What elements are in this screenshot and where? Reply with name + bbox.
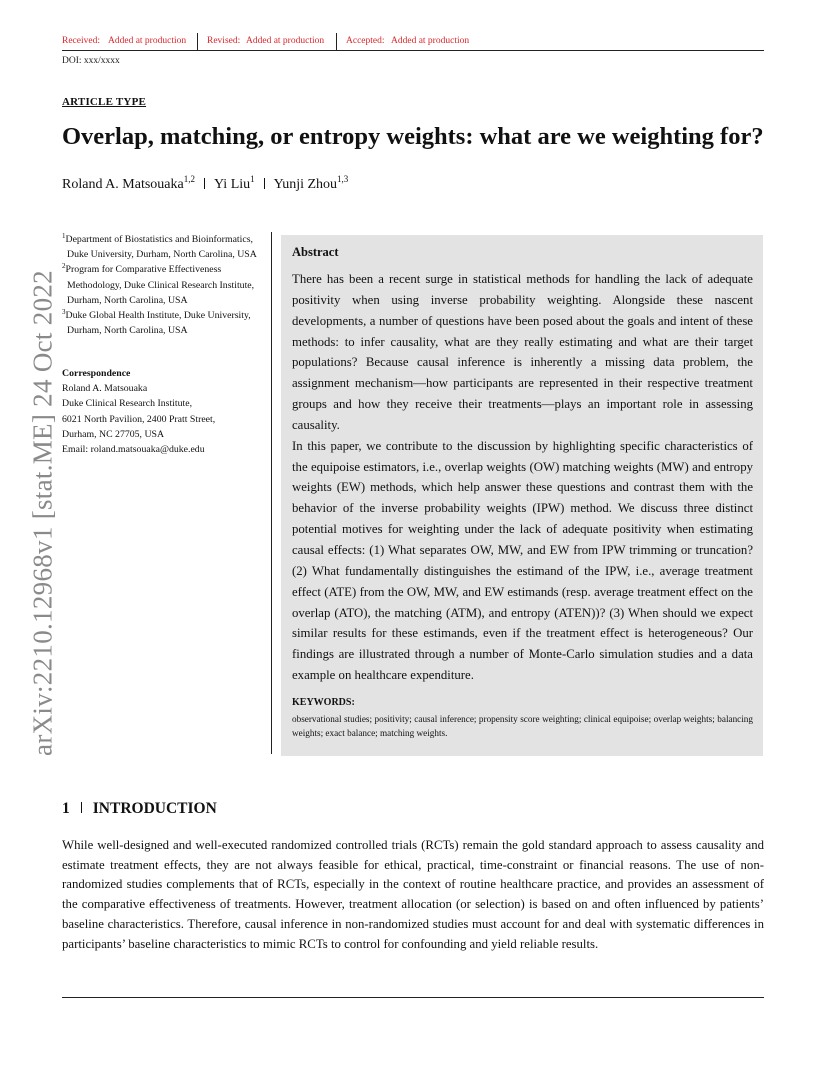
abstract-body bbox=[292, 269, 753, 686]
author-name: Roland A. Matsouaka bbox=[62, 177, 184, 192]
header-rule bbox=[62, 50, 764, 51]
affiliation-text: Duke Global Health Institute, Duke University, Durham, North Carolina, USA bbox=[65, 310, 251, 337]
keywords-heading: KEYWORDS: bbox=[292, 697, 355, 708]
affiliation bbox=[62, 308, 267, 338]
keywords: observational studies; positivity; causal inference; propensity score weighting; clinical equipoise; overlap weights; balancing weights; exact balance; matching weights. bbox=[292, 714, 753, 738]
author-affiliation-mark: 1,3 bbox=[337, 174, 349, 184]
section-number: 1 bbox=[62, 800, 70, 817]
correspondence-line: Duke Clinical Research Institute, bbox=[62, 398, 193, 410]
section-body: While well-designed and well-executed randomized controlled trials (RCTs) remain the gold standard approach to assess causality and estimate treatment effects, they are not always feasible for ethical, practical, time-constraint or financial reasons. The use of non-randomized studies complements that of RCTs, especially in the context of routine healthcare practice, and provides an assessment of the comparative effectiveness of treatments. However, treatment allocation (or selection) is based on and often influenced by patients’ baseline characteristics. Therefore, causal inference in non-randomized studies must account for and deal with systematic differences in participants’ baseline characteristics to mimic RCTs to control for confounding and yield reliable results. bbox=[62, 838, 764, 951]
abstract-paragraph: There has been a recent surge in statistical methods for handling the lack of adequate positivity when using inverse probability weighting. Alongside these nascent developments, a number of questions have been posed about the goals and intent of these methods: to infer causality, what are they really estimating and what are their target populations? Because causal inference is inherently a missing data problem, the assignment mechanism—how participants are represented in their respective treatment groups and how they receive their treatments—plays an important role in assessing causality. bbox=[292, 272, 753, 432]
affiliation bbox=[62, 262, 267, 308]
page-title: Overlap, matching, or entropy weights: what are we weighting for? bbox=[62, 123, 764, 150]
header-divider bbox=[197, 33, 198, 50]
correspondence bbox=[62, 366, 267, 457]
author-name: Yi Liu bbox=[213, 177, 251, 192]
correspondence-email: Email: roland.matsouaka@duke.edu bbox=[62, 444, 205, 456]
abstract-heading: Abstract bbox=[292, 245, 339, 259]
footer-rule bbox=[62, 997, 764, 998]
accepted-value: Added at production bbox=[391, 36, 470, 46]
affiliation-number: 2 bbox=[62, 262, 66, 271]
affiliation-text: Department of Biostatistics and Bioinformatics, Duke University, Durham, North Carolina, USA bbox=[65, 234, 257, 261]
affiliation-number: 1 bbox=[62, 232, 66, 240]
arxiv-stamp-text: arXiv:2210.12968v1 [stat.ME] 24 Oct 2022 bbox=[27, 270, 58, 756]
author-list bbox=[62, 174, 349, 193]
abstract-paragraph: In this paper, we contribute to the discussion by highlighting specific characteristics of the equipoise estimators, i.e., overlap weights (OW) matching weights (MW) and entropy weights (EW) methods, which help answer these questions and contrast them with the behavior of the inverse probability weights (IPW) method. We discuss three distinct potential motives for weighting under the lack of adequate positivity when estimating causal effects: (1) What separates OW, MW, and EW from IPW trimming or truncation? (2) What fundamentally distinguishes the estimand of the IPW, i.e., average treatment effect (ATE) from the OW, MW, and EW estimands (resp. average treatment effect on the overlap (ATO), the matching (ATM), and entropy (ATEN))? (3) When should we expect similar results for these estimands, even if the treatment effect is heterogeneous? Our findings are illustrated through a number of Monte-Carlo simulation studies and a data example on healthcare expenditure. bbox=[292, 438, 753, 683]
correspondence-line: Durham, NC 27705, USA bbox=[62, 428, 165, 440]
publication-dates-row bbox=[62, 36, 764, 50]
abstract-box bbox=[281, 235, 763, 756]
author-separator bbox=[204, 178, 205, 189]
revised-label: Revised: bbox=[207, 36, 241, 46]
section-title: INTRODUCTION bbox=[92, 800, 217, 817]
author-separator bbox=[264, 178, 265, 189]
affiliations bbox=[62, 232, 267, 338]
affiliation-number: 3 bbox=[62, 308, 66, 317]
accepted-label: Accepted: bbox=[346, 36, 385, 46]
column-divider bbox=[271, 232, 272, 754]
correspondence-line: 6021 North Pavilion, 2400 Pratt Street, bbox=[62, 413, 216, 425]
article-type: ARTICLE TYPE bbox=[62, 96, 147, 108]
section-heading bbox=[62, 800, 217, 818]
section-separator bbox=[81, 802, 82, 813]
author-name: Yunji Zhou bbox=[273, 177, 338, 192]
received-label: Received: bbox=[62, 36, 100, 46]
received-value: Added at production bbox=[108, 36, 187, 46]
affiliation-text: Program for Comparative Effectiveness Methodology, Duke Clinical Research Institute, Durham, North Carolina, USA bbox=[65, 264, 255, 306]
correspondence-line: Roland A. Matsouaka bbox=[62, 383, 148, 395]
revised-value: Added at production bbox=[246, 36, 325, 46]
doi: DOI: xxx/xxxx bbox=[62, 56, 120, 66]
affiliation bbox=[62, 232, 267, 262]
author-affiliation-mark: 1 bbox=[250, 174, 255, 184]
author-affiliation-mark: 1,2 bbox=[183, 174, 195, 184]
correspondence-heading: Correspondence bbox=[62, 368, 131, 379]
header-divider bbox=[336, 33, 337, 50]
